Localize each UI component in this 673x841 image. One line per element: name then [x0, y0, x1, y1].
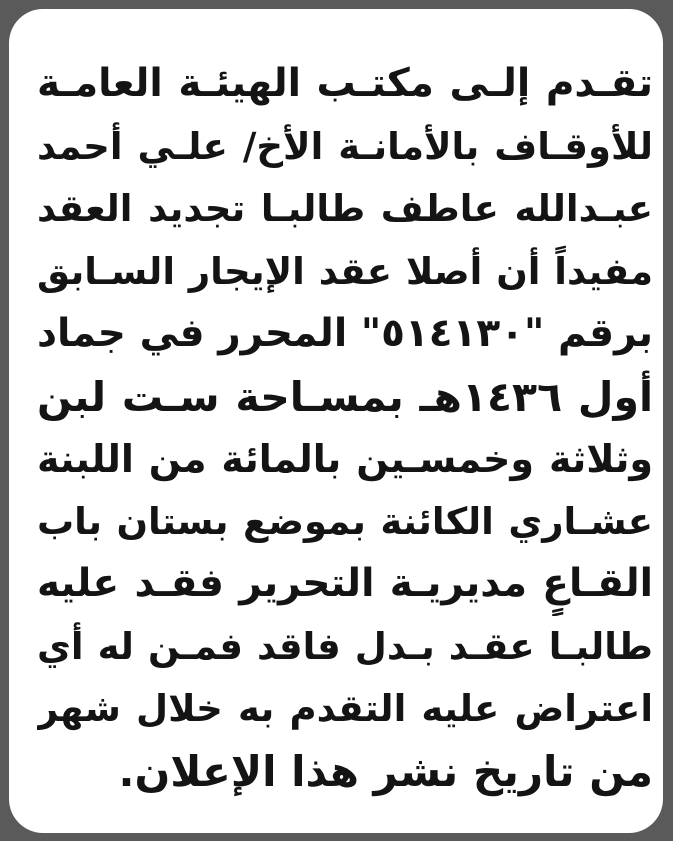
notice-line-5: برقم "٥١٤١٣٠" المحرر في جماد	[37, 311, 653, 356]
notice-line-4: مفيداً أن أصلا عقد الإيجار السـابق	[37, 249, 653, 293]
notice-line-8: عشـاري الكائنة بموضع بستان باب	[37, 499, 653, 543]
notice-line-1: تقـدم إلـى مكتـب الهيئـة العامـة	[37, 61, 653, 106]
notice-line-11: اعتراض عليه التقدم به خلال شهر	[37, 687, 653, 730]
notice-line-3: عبـدالله عاطف طالبـا تجديد العقد	[37, 187, 653, 230]
notice-text	[37, 53, 653, 803]
notice-card	[9, 9, 663, 833]
notice-line-7: وثلاثة وخمسـين بالمائة من اللبنة	[37, 437, 653, 481]
notice-line-6: أول ١٤٣٦هـ بمسـاحة سـت لبن	[37, 372, 653, 421]
notice-line-9: القـاعٍ مديريـة التحرير فقـد عليه	[37, 561, 653, 606]
notice-line-10: طالبـا عقـد بـدل فاقد فمـن له أي	[37, 624, 653, 668]
notice-line-12: من تاريخ نشر هذا الإعلان.	[118, 746, 653, 796]
notice-line-2: للأوقـاف بالأمانـة الأخ/ علـي أحمد	[37, 124, 653, 168]
